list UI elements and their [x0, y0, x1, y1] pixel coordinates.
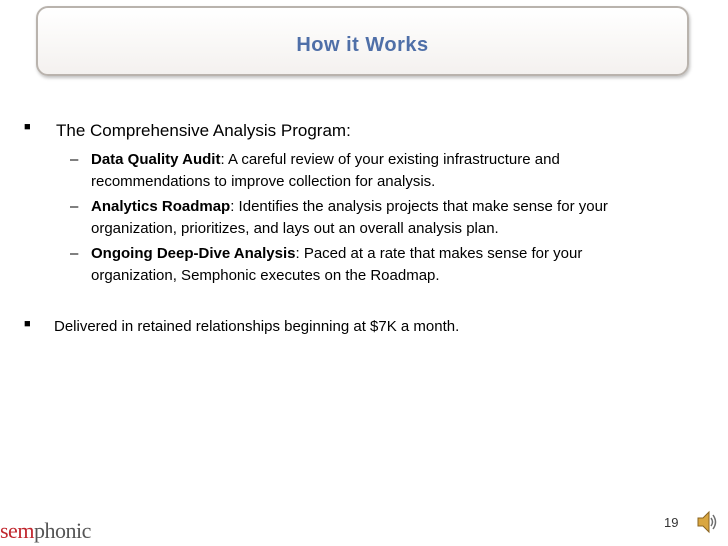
bullet-text: The Comprehensive Analysis Program: [56, 121, 351, 140]
subitem-desc: : A careful review of your existing infrastructure and recommendations to improve collection for analysis. [91, 151, 560, 190]
logo-part-2: phonic [33, 518, 91, 543]
subitem-desc: : Paced at a rate that makes sense for your organization, Semphonic executes on the Roadmap. [91, 245, 583, 284]
bullet-marker: ■ [24, 121, 31, 133]
semphonic-logo [0, 518, 91, 544]
subitem-desc: : Identifies the analysis projects that make sense for your organization, prioritizes, and lays out an overall analysis plan. [91, 198, 608, 237]
bullet-text: Delivered in retained relationships beginning at $7K a month. [54, 318, 460, 335]
dash-marker: – [70, 245, 79, 262]
title-box [36, 6, 689, 76]
speaker-icon[interactable] [696, 509, 718, 535]
slide-title: How it Works [296, 34, 429, 56]
page-number: 19 [664, 515, 679, 530]
bullet-marker: ■ [24, 318, 31, 330]
logo-part-1: sem [0, 518, 34, 543]
dash-marker: – [70, 198, 79, 215]
subitem-term: Analytics Roadmap [91, 198, 231, 215]
subitem-term: Ongoing Deep-Dive Analysis [91, 245, 296, 262]
subitem-term: Data Quality Audit [91, 151, 221, 168]
dash-marker: – [70, 151, 79, 168]
